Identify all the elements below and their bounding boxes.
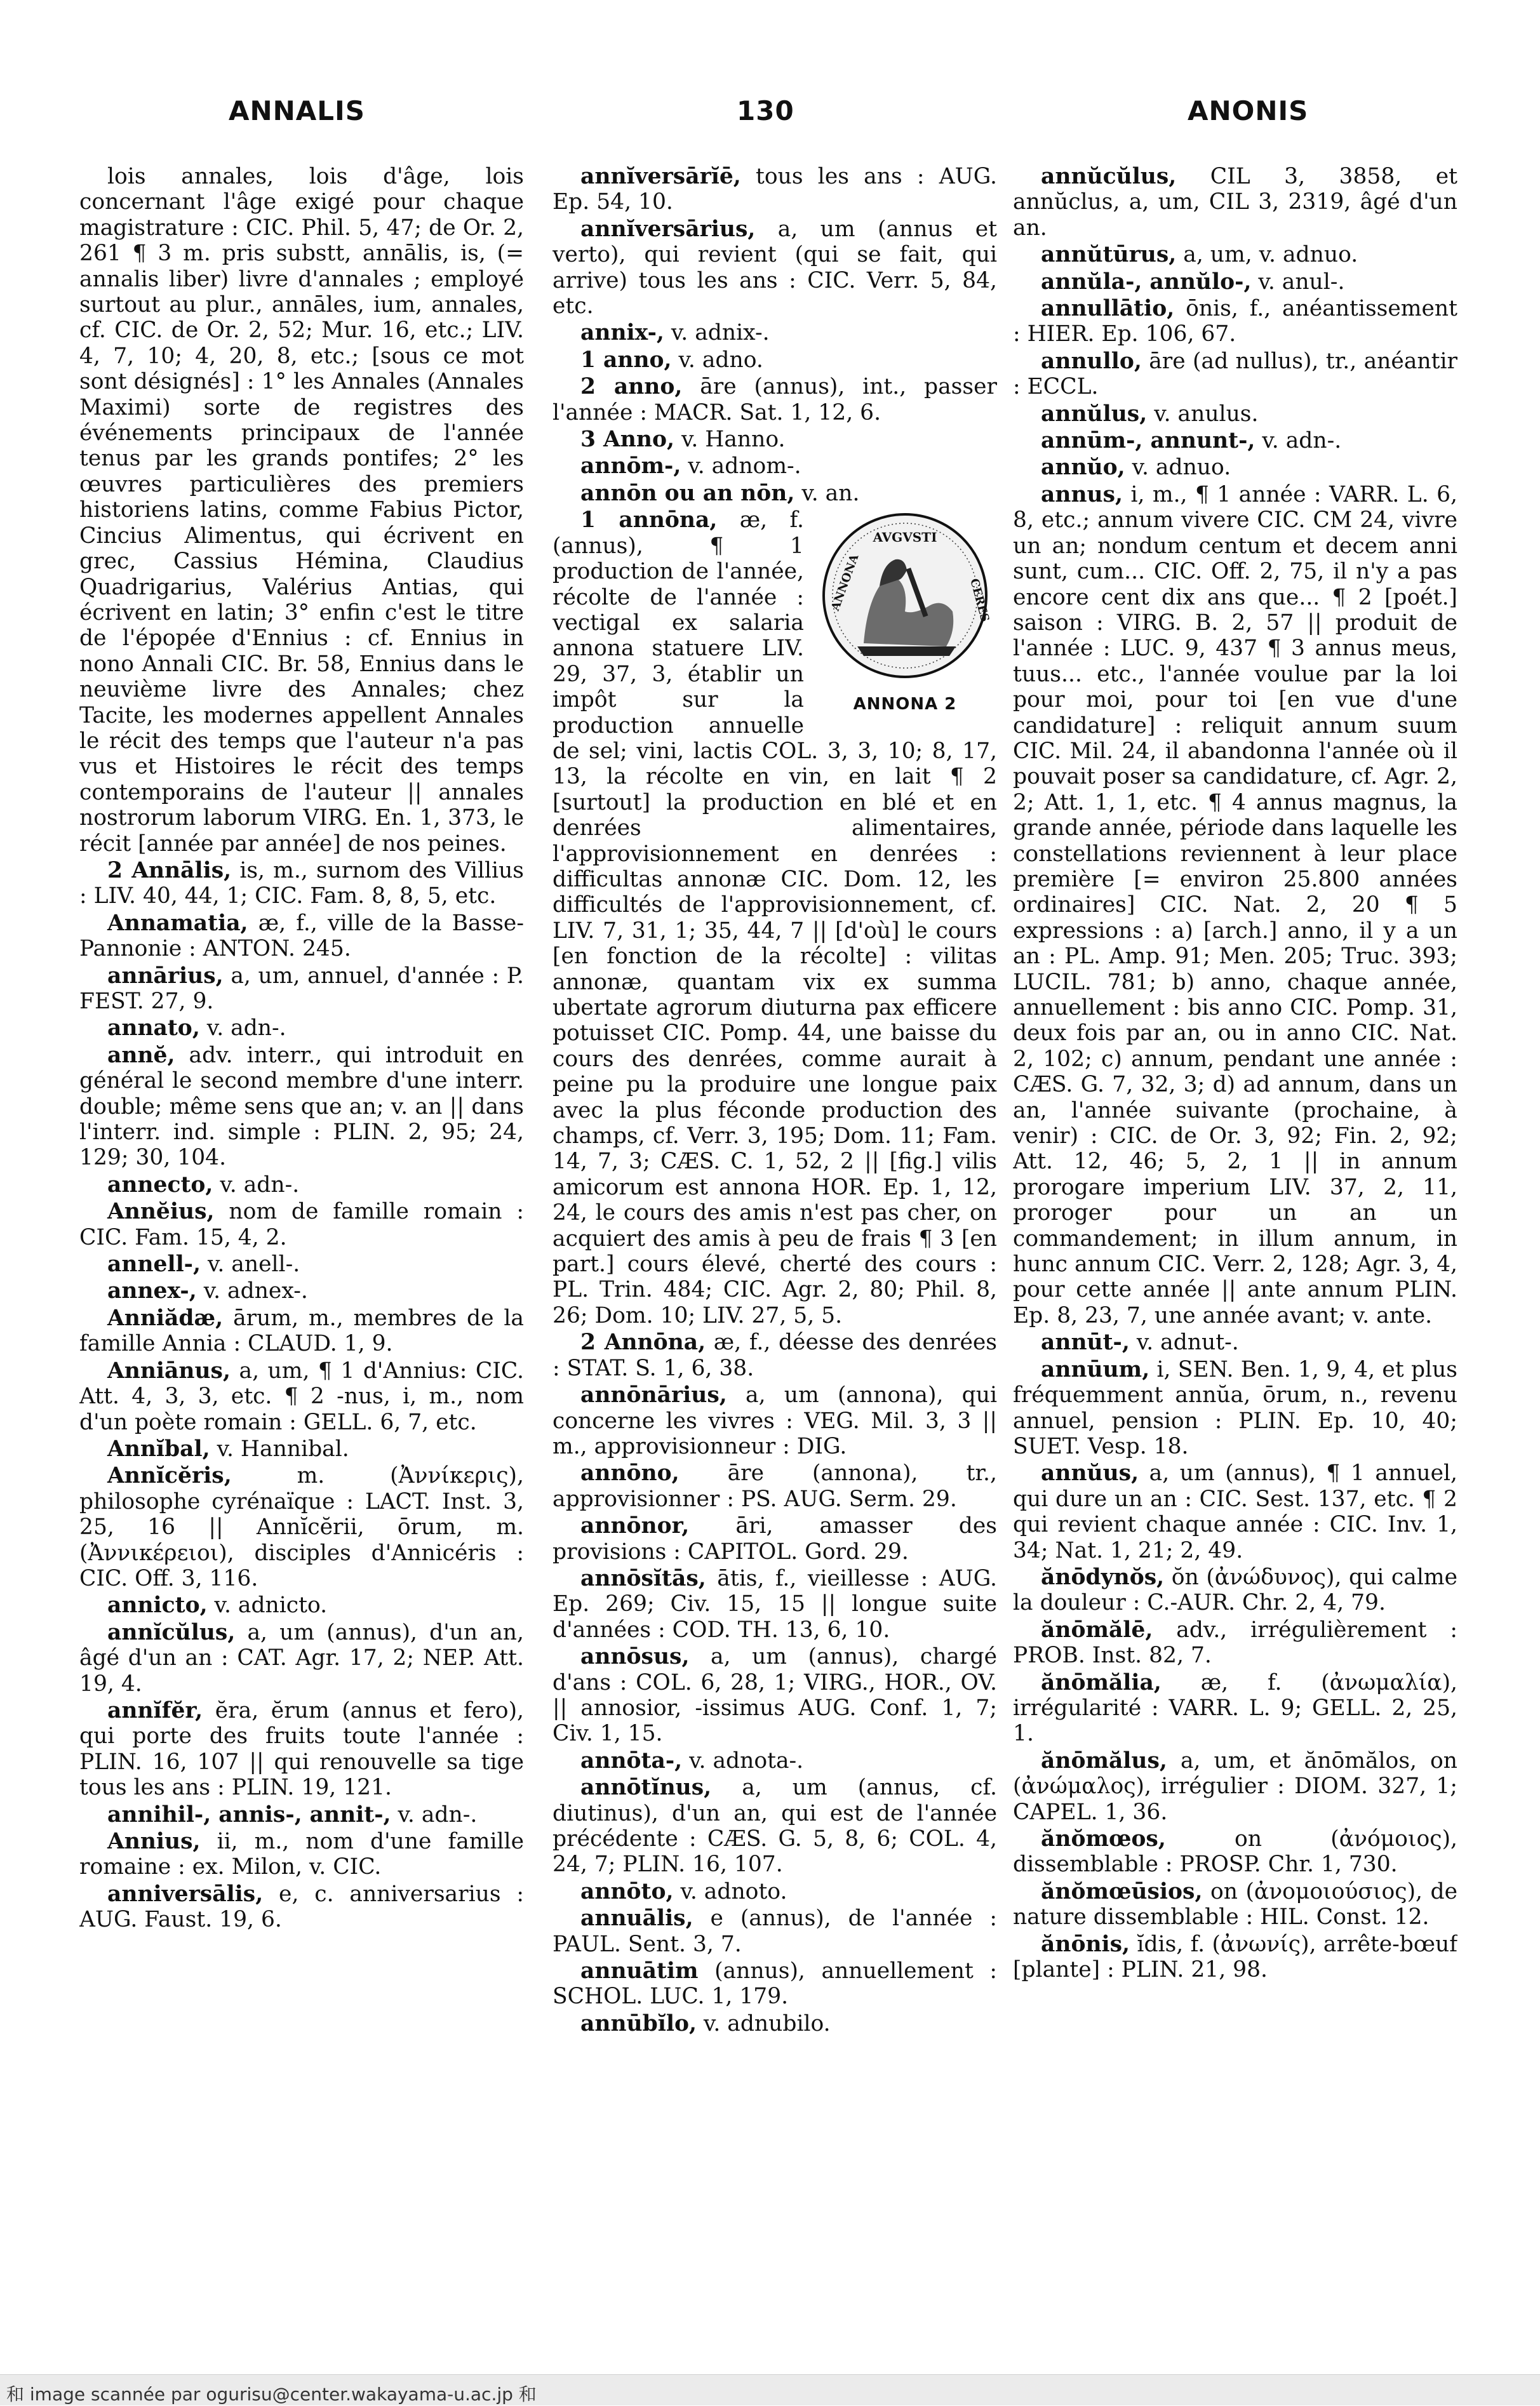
dictionary-entry: [552, 481, 997, 506]
entry-definition: āri, amasser des provisions : CAPITOL. Gord. 29.: [552, 1513, 997, 1565]
dictionary-entry: [79, 1436, 524, 1462]
dictionary-entry: [1013, 1565, 1457, 1616]
entry-headword: Anniădæ,: [107, 1305, 224, 1331]
dictionary-entry: [552, 320, 997, 345]
entry-definition: v. adnom-.: [681, 453, 801, 479]
dictionary-entry: [79, 963, 524, 1015]
entry-definition: ŏn (ἀνώδυνος), qui calme la douleur : C.-AUR. Chr. 2, 4, 79.: [1013, 1564, 1457, 1616]
dictionary-entry: [1013, 269, 1457, 295]
dictionary-entry: [552, 1775, 997, 1878]
dictionary-entry: [552, 453, 997, 479]
dictionary-entry: [1013, 1670, 1457, 1747]
entry-headword: annŭus,: [1041, 1460, 1139, 1487]
dictionary-entry: [1013, 1748, 1457, 1825]
entry-headword: annūbĭlo,: [580, 2010, 697, 2036]
entry-definition: a, um, v. adnuo.: [1176, 242, 1358, 268]
dictionary-entry: [79, 1881, 524, 1933]
entry-headword: 3 Anno,: [580, 427, 674, 453]
entry-headword: annōto,: [580, 1878, 674, 1904]
entry-headword: Annĕius,: [107, 1199, 215, 1225]
entry-definition: a, um, annuel, d'année : P. FEST. 27, 9.: [79, 963, 524, 1014]
dictionary-entry: [79, 911, 524, 962]
page-number: 130: [737, 95, 794, 126]
entry-headword: ănōmălia,: [1041, 1669, 1162, 1695]
entry-definition: v. anulus.: [1147, 401, 1259, 427]
entry-headword: annĭversārĭē,: [580, 164, 741, 189]
entry-definition: adv., irrégulièrement : PROB. Inst. 82, 7.: [1013, 1617, 1457, 1669]
dictionary-entry: [79, 1802, 524, 1828]
annona-coin-icon: [819, 510, 991, 681]
entry-headword: annix-,: [580, 320, 664, 346]
dictionary-entry: [552, 1958, 997, 2010]
entry-definition: lois annales, lois d'âge, lois concernant l'âge exigé pour chaque magistrature : CIC. Phil. 5, 47; de Or. 2, 261 ¶ 3 m. pris substt, annālis, is, (= annalis liber) livre d'annales ; employé surtout au plur., annāles, ium, annales, cf. CIC. de Or. 2, 52; Mur. 16, etc.; LIV. 4, 7, 10; 4, 20, 8, etc.; [sous ce mot sont désignés] : 1° les Annales (Annales Maximi) sorte de registres des événements principaux de l'année tenus par les grands pontifes; 2° les œuvres particulières des premiers historiens latins, comme Fabius Pictor, Cincius Alimentus, qui écrivent en grec, Cassius Hémina, Claudius Quadrigarius, Valérius Antias, qui écrivent en latin; 3° enfin c'est le titre de l'épopée d'Ennius : cf. Ennius in nono Annali CIC. Br. 58, Ennius dans le neuvième livre des Annales; chez Tacite, les modernes appellent Annales le récit des temps que l'auteur n'a pas vus et Histoires le récit des temps contemporains de l'auteur || annales nostrorum laborum VIRG. En. 1, 373, le récit [année par année] de nos peines.: [79, 164, 524, 857]
entry-headword: annōsĭtās,: [580, 1565, 706, 1591]
entry-headword: annŭla-, annŭlo-,: [1041, 269, 1252, 295]
entry-definition: is, m., surnom des Villius : LIV. 40, 44, 1; CIC. Fam. 8, 8, 5, etc.: [79, 857, 524, 909]
dictionary-entry: [1013, 1826, 1457, 1878]
entry-headword: annecto,: [107, 1172, 213, 1198]
entry-headword: ănŏmœos,: [1041, 1826, 1166, 1852]
dictionary-entry: [552, 427, 997, 452]
entry-definition: v. adn-.: [1255, 428, 1342, 454]
entry-definition: æ, f., ville de la Basse-Pannonie : ANTON. 245.: [79, 910, 524, 962]
entry-definition: CIL 3, 3858, et annŭclus, a, um, CIL 3, 2319, âgé d'un an.: [1013, 164, 1457, 241]
entry-definition: v. adnicto.: [207, 1593, 328, 1619]
entry-headword: Annĭbal,: [107, 1436, 210, 1462]
entry-headword: annŭlus,: [1041, 401, 1148, 427]
entry-headword: annuātim: [580, 1958, 699, 1984]
entry-definition: æ, f., déesse des denrées : STAT. S. 1, 6, 38.: [552, 1330, 997, 1381]
column-1: [79, 164, 524, 2310]
entry-headword: annārius,: [107, 963, 224, 989]
entry-headword: annuālis,: [580, 1906, 693, 1932]
entry-headword: annūm-, annunt-,: [1041, 428, 1255, 454]
entry-definition: a, um (annus), ¶ 1 annuel, qui dure un an : CIC. Sest. 137, etc. ¶ 2 qui revient chaque année : CIC. Inv. 1, 34; Nat. 1, 21; 2, 49.: [1013, 1460, 1457, 1563]
dictionary-entry: [79, 1043, 524, 1171]
dictionary-entry: [79, 1172, 524, 1198]
entry-headword: ănōnis,: [1041, 1931, 1130, 1957]
entry-definition: a, um (annona), qui concerne les vivres : VEG. Mil. 3, 3 || m., approvisionneur : DIG.: [552, 1382, 997, 1459]
entry-definition: a, um (annus), d'un an, âgé d'un an : CAT. Agr. 17, 2; NEP. Att. 19, 4.: [79, 1619, 524, 1697]
entry-definition: on (ἀνομοιούσιος), de nature dissemblable : HIL. Const. 12.: [1013, 1878, 1457, 1930]
entry-definition: on (ἀνόμοιος), dissemblable : PROSP. Chr. 1, 730.: [1013, 1826, 1457, 1878]
entry-headword: annōsus,: [580, 1644, 690, 1670]
entry-definition: e, c. anniversarius : AUG. Faust. 19, 6.: [79, 1881, 524, 1933]
entry-headword: annex-,: [107, 1278, 197, 1304]
entry-definition: adv. interr., qui introduit en général le second membre d'une interr. double; même sens que an; v. an || dans l'interr. ind. simple : PLIN. 2, 95; 24, 129; 30, 104.: [79, 1042, 524, 1171]
dictionary-entry: [552, 217, 997, 319]
entry-headword: Annamatia,: [107, 910, 248, 936]
entry-definition: v. adnota-.: [682, 1748, 804, 1774]
entry-definition: ōnis, f., anéantissement : HIER. Ep. 106, 67.: [1013, 296, 1457, 347]
entry-definition: a, um (annus et verto), qui revient (qui se fait, qui arrive) tous les ans : CIC. Verr. 5, 84, etc.: [552, 216, 997, 319]
entry-headword: annullo,: [1041, 348, 1142, 374]
entry-definition: a, um (annus, cf. diutinus), d'un an, qui est de l'année précédente : CÆS. G. 5, 8, 6; COL. 4, 24, 7; PLIN. 16, 107.: [552, 1775, 997, 1878]
running-head-right: ANONIS: [1188, 95, 1309, 126]
entry-headword: annōta-,: [580, 1748, 683, 1774]
scan-credit-bar: [0, 2374, 1540, 2405]
dictionary-entry: [79, 858, 524, 909]
entry-definition: ĭdis, f. (ἀνωνίς), arrête-bœuf [plante] : PLIN. 21, 98.: [1013, 1931, 1457, 1983]
page-header: [0, 95, 1540, 140]
entry-definition: v. adnubilo.: [696, 2010, 831, 2036]
entry-headword: annĕ,: [107, 1042, 175, 1068]
entry-headword: annicto,: [107, 1593, 208, 1619]
entry-headword: annōnārius,: [580, 1382, 727, 1408]
entry-headword: annŭo,: [1041, 455, 1125, 481]
entry-headword: annell-,: [107, 1252, 201, 1278]
entry-definition: a, um (annus), chargé d'ans : COL. 6, 28, 1; VIRG., HOR., OV. || annosior, -issimus AUG. Conf. 1, 7; Civ. 1, 15.: [552, 1644, 997, 1747]
entry-headword: ănōmălē,: [1041, 1617, 1153, 1643]
entry-headword: annĭcŭlus,: [107, 1619, 236, 1645]
entry-definition: ārum, m., membres de la famille Annia : CLAUD. 1, 9.: [79, 1305, 524, 1357]
dictionary-entry: [1013, 1357, 1457, 1460]
entry-headword: annato,: [107, 1015, 200, 1041]
entry-definition: a, um, ¶ 1 d'Annius: CIC. Att. 4, 3, 3, etc. ¶ 2 -nus, i, m., nom d'un poète romain : GELL. 6, 7, etc.: [79, 1358, 524, 1435]
entry-headword: ănōmălus,: [1041, 1748, 1167, 1774]
entry-headword: annĭversārius,: [580, 216, 756, 242]
entry-headword: 2 Annālis,: [107, 857, 232, 883]
dictionary-entry: [552, 2011, 997, 2036]
scan-credit-text: 和 image scannée par ogurisu@center.wakayama-u.ac.jp 和: [6, 2384, 537, 2405]
entry-definition: v. adnix-.: [664, 320, 770, 346]
dictionary-entry: [1013, 401, 1457, 427]
entry-definition: æ, f. (annus), ¶ 1 production de l'année, récolte de l'année : vectigal ex salaria annona statuere LIV. 29, 37, 3, établir un impôt sur la production annuelle de sel; vini, lactis COL. 3, 3, 10; 8, 17, 13, la récolte en vin, en lait ¶ 2 [surtout] la production en blé et en denrées alimentaires, l'approvisionnement en denrées : difficultas annonæ CIC. Dom. 12, les difficultés de l'approvisionnement, cf. LIV. 7, 31, 1; 35, 44, 7 || [d'où] le cours [en fonction de la récolte] : vilitas annonæ, quantam vix ex summa ubertate agrorum diuturna pax efficere potuisset CIC. Pomp. 44, une baisse du cours des denrées, comme aurait à peine pu la produire une longue paix avec la plus féconde production des champs, cf. Verr. 3, 195; Dom. 11; Fam. 14, 7, 3; CÆS. C. 1, 52, 2 || [fig.] vilis amicorum est annona HOR. Ep. 1, 12, 24, le cours des amis n'est pas cher, on acquiert des amis à peu de frais ¶ 3 [en part.] cours élevé, cherté des cours : PL. Trin. 484; CIC. Agr. 2, 80; Phil. 8, 26; Dom. 10; LIV. 27, 5, 5.: [552, 507, 997, 1328]
entry-definition: m. (Ἀννίκερις), philosophe cyrénaïque : LACT. Inst. 3, 25, 16 || Annĭcĕrii, ōrum, m. (Ἀννικέρειοι), disciples d'Annicéris : CIC. Off. 3, 116.: [79, 1463, 524, 1591]
entry-headword: ănōdynŏs,: [1041, 1564, 1165, 1590]
running-head-left: ANNALIS: [229, 95, 365, 126]
entry-definition: nom de famille romain : CIC. Fam. 15, 4, 2.: [79, 1199, 524, 1250]
entry-definition: tous les ans : AUG. Ep. 54, 10.: [552, 164, 997, 215]
entry-headword: annōtĭnus,: [580, 1775, 712, 1801]
entry-definition: v. adn-.: [391, 1801, 478, 1828]
coin-legend-left: ANNONA: [828, 552, 862, 613]
annona-coin-figure: [813, 510, 997, 717]
entry-definition: āre (annus), int., passer l'année : MACR. Sat. 1, 12, 6.: [552, 374, 997, 425]
dictionary-entry: [1013, 1460, 1457, 1563]
coin-legend-top: AVGVSTI: [873, 530, 937, 545]
column-3: [1013, 164, 1457, 2310]
entry-headword: annĭfĕr,: [107, 1697, 203, 1723]
dictionary-entry: [79, 1463, 524, 1591]
entry-headword: 1 anno,: [580, 347, 672, 373]
entry-definition: v. adn-.: [213, 1172, 300, 1198]
column-2: [552, 164, 997, 2310]
dictionary-entry: [552, 1330, 997, 1381]
entry-definition: v. anul-.: [1251, 269, 1345, 295]
entry-headword: ănŏmœūsios,: [1041, 1878, 1203, 1904]
dictionary-entry: [79, 164, 524, 857]
entry-headword: annōno,: [580, 1460, 680, 1487]
dictionary-entry: [1013, 164, 1457, 241]
entry-headword: Annius,: [107, 1829, 201, 1854]
entry-definition: v. adnuo.: [1125, 455, 1231, 481]
entry-definition: e (annus), de l'année : PAUL. Sent. 3, 7.: [552, 1906, 997, 1957]
dictionary-entry: [552, 374, 997, 425]
dictionary-entry: [1013, 1879, 1457, 1930]
entry-headword: annōn ou an nōn,: [580, 480, 795, 506]
entry-headword: annōnor,: [580, 1513, 690, 1539]
dictionary-entry: [79, 1358, 524, 1435]
entry-headword: annūt-,: [1041, 1330, 1130, 1356]
entry-definition: v. adnut-.: [1129, 1330, 1239, 1356]
entry-definition: a, um, et ănōmălos, on (ἀνώμαλος), irrégulier : DIOM. 327, 1; CAPEL. 1, 36.: [1013, 1748, 1457, 1825]
dictionary-entry: [1013, 1330, 1457, 1355]
entry-definition: ii, m., nom d'une famille romaine : ex. Milon, v. CIC.: [79, 1829, 524, 1880]
entry-definition: v. adn-.: [199, 1015, 286, 1041]
entry-definition: v. adno.: [671, 347, 763, 373]
entry-headword: 2 anno,: [580, 374, 683, 400]
entry-definition: i, SEN. Ben. 1, 9, 4, et plus fréquemment annŭa, ōrum, n., revenu annuel, pension : PLIN. Ep. 10, 40; SUET. Vesp. 18.: [1013, 1356, 1457, 1459]
dictionary-entry: [79, 1252, 524, 1277]
dictionary-entry: [552, 1566, 997, 1643]
dictionary-entry: [552, 1644, 997, 1747]
dictionary-entry: [1013, 482, 1457, 1328]
entry-definition: v. anell-.: [201, 1252, 300, 1278]
dictionary-entry: [1013, 428, 1457, 453]
dictionary-entry: [79, 1620, 524, 1697]
dictionary-entry: [552, 1906, 997, 1957]
dictionary-entry: [79, 1015, 524, 1041]
dictionary-entry: [1013, 1932, 1457, 1983]
entry-definition: (annus), annuellement : SCHOL. LUC. 1, 179.: [552, 1958, 997, 2010]
entry-definition: v. adnex-.: [196, 1278, 308, 1304]
dictionary-entry: [79, 1593, 524, 1618]
entry-headword: annūum,: [1041, 1356, 1150, 1382]
dictionary-entry: [552, 1748, 997, 1774]
dictionary-entry: [552, 164, 997, 215]
dictionary-entry: [1013, 455, 1457, 480]
dictionary-entry: [552, 1382, 997, 1459]
entry-headword: annŭcŭlus,: [1041, 164, 1177, 189]
entry-headword: anniversālis,: [107, 1881, 264, 1907]
entry-headword: annihil-, annis-, annit-,: [107, 1801, 391, 1828]
entry-definition: v. Hanno.: [674, 427, 786, 453]
entry-headword: Anniānus,: [107, 1358, 231, 1384]
entry-definition: v. adnoto.: [673, 1878, 787, 1904]
entry-definition: ātis, f., vieillesse : AUG. Ep. 269; Civ. 15, 15 || longue suite d'années : COD. TH. 13, 6, 10.: [552, 1565, 997, 1643]
entry-headword: annullātio,: [1041, 296, 1175, 322]
dictionary-entry: [1013, 296, 1457, 347]
figure-caption: ANNONA 2: [853, 694, 957, 714]
dictionary-entry: [79, 1278, 524, 1304]
dictionary-entry: [552, 1513, 997, 1565]
entry-headword: Annĭcĕris,: [107, 1463, 232, 1489]
entry-definition: v. Hannibal.: [210, 1436, 349, 1462]
entry-headword: 2 Annōna,: [580, 1330, 706, 1356]
dictionary-entry: [552, 347, 997, 373]
dictionary-entry: [1013, 349, 1457, 400]
coin-legend-right: CERES: [967, 577, 991, 624]
dictionary-entry: [79, 1698, 524, 1801]
entry-definition: āre (ad nullus), tr., anéantir : ECCL.: [1013, 348, 1457, 400]
dictionary-entry: [79, 1306, 524, 1357]
entry-headword: 1 annōna,: [580, 507, 718, 533]
entry-headword: annus,: [1041, 481, 1123, 507]
entry-definition: ĕra, ĕrum (annus et fero), qui porte des fruits toute l'année : PLIN. 16, 107 || qui renouvelle sa tige tous les ans : PLIN. 19, 121.: [79, 1697, 524, 1801]
dictionary-entry: [1013, 242, 1457, 267]
dictionary-entry: [79, 1199, 524, 1250]
entry-definition: āre (annona), tr., approvisionner : PS. AUG. Serm. 29.: [552, 1460, 997, 1512]
dictionary-entry: [552, 1879, 997, 1904]
dictionary-entry: [552, 1460, 997, 1512]
entry-definition: i, m., ¶ 1 année : VARR. L. 6, 8, etc.; annum vivere CIC. CM 24, vivre un an; nondum centum et decem anni sunt, cum... CIC. Off. 2, 75, il n'y a pas encore cent dix ans que... ¶ 2 [poét.] saison : VIRG. B. 2, 57 || produit de l'année : LUC. 9, 437 ¶ 3 annus meus, tuus... etc., l'année voulue par la loi pour moi, pour toi [en vue d'une candidature] : reliquit annum suum CIC. Mil. 24, il abandonna l'année où il pouvait poser sa candidature, cf. Agr. 2, 2; Att. 1, 1, etc. ¶ 4 annus magnus, la grande année, période dans laquelle les constellations reviennent à leur place première [= environ 25.800 années ordinaires] CIC. Nat. 2, 20 ¶ 5 expressions : a) [arch.] anno, il y a un an : PL. Amp. 91; Men. 205; Truc. 393; LUCIL. 781; b) anno, chaque année, annuellement : bis anno CIC. Pomp. 31, deux fois par an, ou in anno CIC. Nat. 2, 102; c) annum, pendant une année : CÆS. G. 7, 32, 3; d) ad annum, dans un an, l'année suivante (prochaine, à venir) : CIC. de Or. 3, 92; Fin. 2, 92; Att. 12, 46; 5, 2, 1 || in annum prorogare imperium LIV. 37, 2, 11, proroger pour un an un commandement; in illum annum, in hunc annum CIC. Verr. 2, 128; Agr. 3, 4, pour cette année || ante annum PLIN. Ep. 8, 23, 7, une année avant; v. ante.: [1013, 481, 1457, 1328]
entry-definition: æ, f. (ἀνωμαλία), irrégularité : VARR. L. 9; GELL. 2, 25, 1.: [1013, 1669, 1457, 1747]
entry-headword: annōm-,: [580, 453, 681, 479]
dictionary-entry: [1013, 1617, 1457, 1669]
entry-definition: v. an.: [794, 480, 860, 506]
entry-headword: annŭtūrus,: [1041, 242, 1177, 268]
dictionary-entry: [79, 1829, 524, 1880]
